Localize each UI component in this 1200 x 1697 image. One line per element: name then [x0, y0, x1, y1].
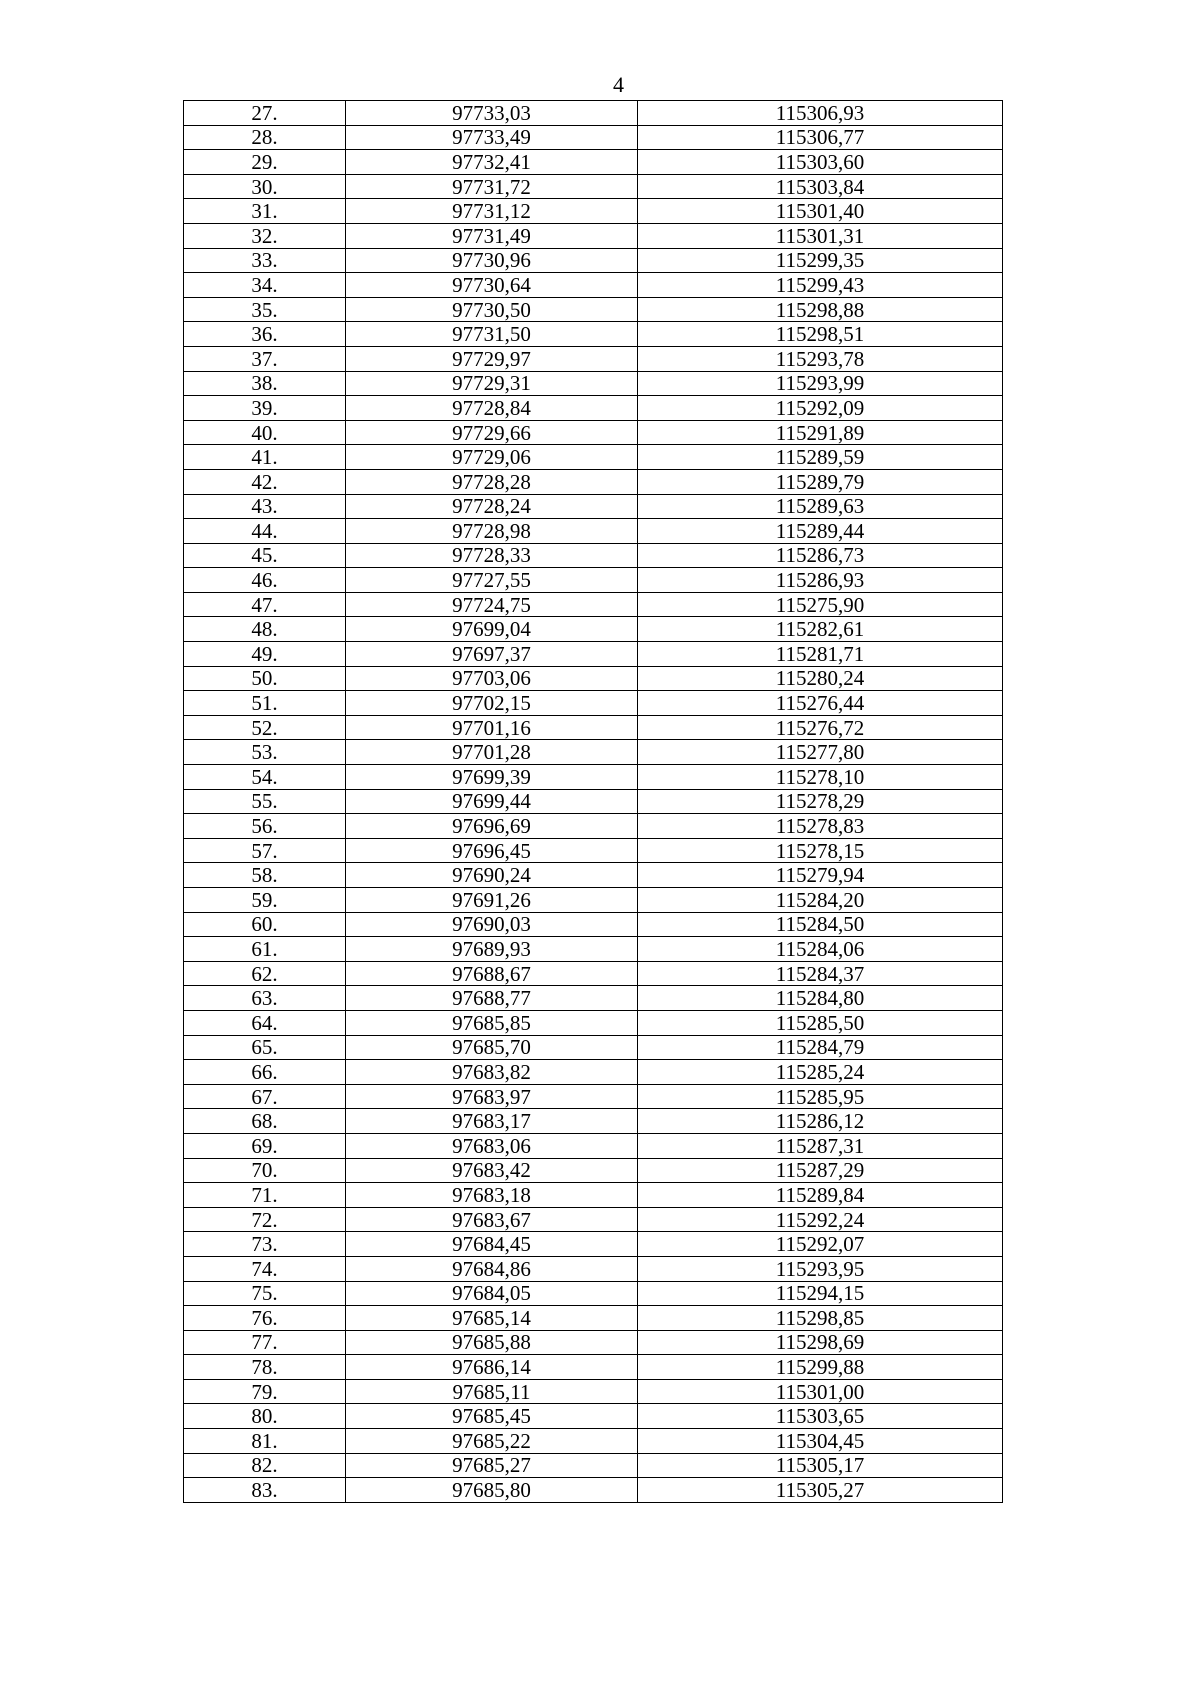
table-row — [184, 273, 1003, 298]
x-coordinate-cell: 97688,77 — [346, 986, 638, 1011]
table-row — [184, 838, 1003, 863]
y-coordinate-cell: 115293,78 — [638, 346, 1003, 371]
point-number-cell: 53. — [184, 740, 346, 765]
point-number-cell: 73. — [184, 1232, 346, 1257]
x-coordinate-cell: 97732,41 — [346, 150, 638, 175]
table-row — [184, 371, 1003, 396]
point-number-cell: 48. — [184, 617, 346, 642]
point-number-cell: 52. — [184, 715, 346, 740]
y-coordinate-cell: 115292,24 — [638, 1207, 1003, 1232]
point-number-cell: 51. — [184, 691, 346, 716]
point-number-cell: 33. — [184, 248, 346, 273]
table-row — [184, 617, 1003, 642]
point-number-cell: 30. — [184, 174, 346, 199]
table-row — [184, 1453, 1003, 1478]
table-row — [184, 715, 1003, 740]
point-number-cell: 28. — [184, 125, 346, 150]
x-coordinate-cell: 97702,15 — [346, 691, 638, 716]
point-number-cell: 57. — [184, 838, 346, 863]
y-coordinate-cell: 115304,45 — [638, 1429, 1003, 1454]
point-number-cell: 69. — [184, 1133, 346, 1158]
x-coordinate-cell: 97683,67 — [346, 1207, 638, 1232]
y-coordinate-cell: 115298,69 — [638, 1330, 1003, 1355]
x-coordinate-cell: 97683,82 — [346, 1060, 638, 1085]
point-number-cell: 44. — [184, 519, 346, 544]
x-coordinate-cell: 97728,24 — [346, 494, 638, 519]
y-coordinate-cell: 115285,95 — [638, 1084, 1003, 1109]
point-number-cell: 77. — [184, 1330, 346, 1355]
y-coordinate-cell: 115277,80 — [638, 740, 1003, 765]
point-number-cell: 60. — [184, 912, 346, 937]
y-coordinate-cell: 115301,31 — [638, 223, 1003, 248]
table-row — [184, 297, 1003, 322]
point-number-cell: 59. — [184, 888, 346, 913]
x-coordinate-cell: 97731,50 — [346, 322, 638, 347]
x-coordinate-cell: 97684,86 — [346, 1256, 638, 1281]
x-coordinate-cell: 97728,98 — [346, 519, 638, 544]
table-row — [184, 469, 1003, 494]
x-coordinate-cell: 97691,26 — [346, 888, 638, 913]
point-number-cell: 71. — [184, 1183, 346, 1208]
table-row — [184, 1379, 1003, 1404]
point-number-cell: 40. — [184, 420, 346, 445]
x-coordinate-cell: 97731,12 — [346, 199, 638, 224]
point-number-cell: 46. — [184, 568, 346, 593]
table-row — [184, 1158, 1003, 1183]
x-coordinate-cell: 97699,44 — [346, 789, 638, 814]
table-row — [184, 1232, 1003, 1257]
table-row — [184, 1109, 1003, 1134]
table-row — [184, 150, 1003, 175]
y-coordinate-cell: 115291,89 — [638, 420, 1003, 445]
y-coordinate-cell: 115284,37 — [638, 961, 1003, 986]
table-row — [184, 888, 1003, 913]
table-row — [184, 789, 1003, 814]
table-row — [184, 223, 1003, 248]
table-row — [184, 691, 1003, 716]
x-coordinate-cell: 97683,18 — [346, 1183, 638, 1208]
y-coordinate-cell: 115289,84 — [638, 1183, 1003, 1208]
x-coordinate-cell: 97729,06 — [346, 445, 638, 470]
table-row — [184, 666, 1003, 691]
x-coordinate-cell: 97729,97 — [346, 346, 638, 371]
x-coordinate-cell: 97728,84 — [346, 396, 638, 421]
table-row — [184, 322, 1003, 347]
point-number-cell: 70. — [184, 1158, 346, 1183]
x-coordinate-cell: 97690,24 — [346, 863, 638, 888]
point-number-cell: 41. — [184, 445, 346, 470]
table-row — [184, 1133, 1003, 1158]
x-coordinate-cell: 97699,39 — [346, 765, 638, 790]
y-coordinate-cell: 115299,43 — [638, 273, 1003, 298]
x-coordinate-cell: 97730,64 — [346, 273, 638, 298]
point-number-cell: 27. — [184, 101, 346, 126]
y-coordinate-cell: 115305,27 — [638, 1478, 1003, 1503]
point-number-cell: 78. — [184, 1355, 346, 1380]
y-coordinate-cell: 115306,77 — [638, 125, 1003, 150]
x-coordinate-cell: 97685,45 — [346, 1404, 638, 1429]
point-number-cell: 47. — [184, 592, 346, 617]
point-number-cell: 65. — [184, 1035, 346, 1060]
point-number-cell: 68. — [184, 1109, 346, 1134]
table-row — [184, 592, 1003, 617]
x-coordinate-cell: 97685,27 — [346, 1453, 638, 1478]
y-coordinate-cell: 115286,93 — [638, 568, 1003, 593]
point-number-cell: 75. — [184, 1281, 346, 1306]
y-coordinate-cell: 115305,17 — [638, 1453, 1003, 1478]
point-number-cell: 56. — [184, 814, 346, 839]
table-row — [184, 1330, 1003, 1355]
x-coordinate-cell: 97689,93 — [346, 937, 638, 962]
y-coordinate-cell: 115286,73 — [638, 543, 1003, 568]
point-number-cell: 49. — [184, 642, 346, 667]
y-coordinate-cell: 115289,79 — [638, 469, 1003, 494]
y-coordinate-cell: 115278,15 — [638, 838, 1003, 863]
x-coordinate-cell: 97701,16 — [346, 715, 638, 740]
y-coordinate-cell: 115284,80 — [638, 986, 1003, 1011]
x-coordinate-cell: 97699,04 — [346, 617, 638, 642]
table-row — [184, 568, 1003, 593]
table-row — [184, 1281, 1003, 1306]
point-number-cell: 42. — [184, 469, 346, 494]
y-coordinate-cell: 115293,95 — [638, 1256, 1003, 1281]
y-coordinate-cell: 115298,85 — [638, 1306, 1003, 1331]
point-number-cell: 76. — [184, 1306, 346, 1331]
point-number-cell: 35. — [184, 297, 346, 322]
table-row — [184, 1060, 1003, 1085]
coordinates-table-body — [184, 101, 1003, 1503]
y-coordinate-cell: 115284,20 — [638, 888, 1003, 913]
y-coordinate-cell: 115306,93 — [638, 101, 1003, 126]
point-number-cell: 34. — [184, 273, 346, 298]
point-number-cell: 66. — [184, 1060, 346, 1085]
x-coordinate-cell: 97701,28 — [346, 740, 638, 765]
x-coordinate-cell: 97731,49 — [346, 223, 638, 248]
point-number-cell: 37. — [184, 346, 346, 371]
table-row — [184, 420, 1003, 445]
table-row — [184, 174, 1003, 199]
point-number-cell: 80. — [184, 1404, 346, 1429]
x-coordinate-cell: 97686,14 — [346, 1355, 638, 1380]
point-number-cell: 83. — [184, 1478, 346, 1503]
x-coordinate-cell: 97690,03 — [346, 912, 638, 937]
y-coordinate-cell: 115289,63 — [638, 494, 1003, 519]
x-coordinate-cell: 97724,75 — [346, 592, 638, 617]
x-coordinate-cell: 97683,17 — [346, 1109, 638, 1134]
x-coordinate-cell: 97684,45 — [346, 1232, 638, 1257]
y-coordinate-cell: 115303,84 — [638, 174, 1003, 199]
y-coordinate-cell: 115301,40 — [638, 199, 1003, 224]
y-coordinate-cell: 115284,79 — [638, 1035, 1003, 1060]
point-number-cell: 54. — [184, 765, 346, 790]
y-coordinate-cell: 115298,51 — [638, 322, 1003, 347]
x-coordinate-cell: 97727,55 — [346, 568, 638, 593]
x-coordinate-cell: 97685,11 — [346, 1379, 638, 1404]
table-row — [184, 1010, 1003, 1035]
y-coordinate-cell: 115280,24 — [638, 666, 1003, 691]
table-row — [184, 863, 1003, 888]
point-number-cell: 62. — [184, 961, 346, 986]
table-row — [184, 1404, 1003, 1429]
point-number-cell: 81. — [184, 1429, 346, 1454]
y-coordinate-cell: 115292,07 — [638, 1232, 1003, 1257]
table-row — [184, 101, 1003, 126]
x-coordinate-cell: 97729,31 — [346, 371, 638, 396]
y-coordinate-cell: 115294,15 — [638, 1281, 1003, 1306]
point-number-cell: 32. — [184, 223, 346, 248]
y-coordinate-cell: 115287,31 — [638, 1133, 1003, 1158]
point-number-cell: 29. — [184, 150, 346, 175]
table-row — [184, 248, 1003, 273]
point-number-cell: 64. — [184, 1010, 346, 1035]
x-coordinate-cell: 97685,80 — [346, 1478, 638, 1503]
table-row — [184, 543, 1003, 568]
y-coordinate-cell: 115282,61 — [638, 617, 1003, 642]
y-coordinate-cell: 115278,83 — [638, 814, 1003, 839]
table-row — [184, 199, 1003, 224]
point-number-cell: 63. — [184, 986, 346, 1011]
table-row — [184, 1183, 1003, 1208]
x-coordinate-cell: 97685,14 — [346, 1306, 638, 1331]
y-coordinate-cell: 115299,88 — [638, 1355, 1003, 1380]
x-coordinate-cell: 97685,85 — [346, 1010, 638, 1035]
table-row — [184, 519, 1003, 544]
y-coordinate-cell: 115278,10 — [638, 765, 1003, 790]
page-number: 4 — [613, 72, 624, 97]
table-row — [184, 1256, 1003, 1281]
y-coordinate-cell: 115279,94 — [638, 863, 1003, 888]
point-number-cell: 45. — [184, 543, 346, 568]
x-coordinate-cell: 97683,97 — [346, 1084, 638, 1109]
y-coordinate-cell: 115278,29 — [638, 789, 1003, 814]
point-number-cell: 39. — [184, 396, 346, 421]
point-number-cell: 82. — [184, 1453, 346, 1478]
point-number-cell: 55. — [184, 789, 346, 814]
y-coordinate-cell: 115284,06 — [638, 937, 1003, 962]
point-number-cell: 72. — [184, 1207, 346, 1232]
x-coordinate-cell: 97728,33 — [346, 543, 638, 568]
x-coordinate-cell: 97685,22 — [346, 1429, 638, 1454]
point-number-cell: 74. — [184, 1256, 346, 1281]
y-coordinate-cell: 115289,59 — [638, 445, 1003, 470]
y-coordinate-cell: 115281,71 — [638, 642, 1003, 667]
x-coordinate-cell: 97683,06 — [346, 1133, 638, 1158]
x-coordinate-cell: 97684,05 — [346, 1281, 638, 1306]
x-coordinate-cell: 97703,06 — [346, 666, 638, 691]
table-row — [184, 1084, 1003, 1109]
x-coordinate-cell: 97730,50 — [346, 297, 638, 322]
table-row — [184, 346, 1003, 371]
table-row — [184, 765, 1003, 790]
y-coordinate-cell: 115276,72 — [638, 715, 1003, 740]
y-coordinate-cell: 115285,24 — [638, 1060, 1003, 1085]
y-coordinate-cell: 115292,09 — [638, 396, 1003, 421]
y-coordinate-cell: 115298,88 — [638, 297, 1003, 322]
coordinates-table — [183, 100, 1003, 1503]
y-coordinate-cell: 115284,50 — [638, 912, 1003, 937]
x-coordinate-cell: 97688,67 — [346, 961, 638, 986]
x-coordinate-cell: 97733,49 — [346, 125, 638, 150]
point-number-cell: 31. — [184, 199, 346, 224]
table-row — [184, 1035, 1003, 1060]
y-coordinate-cell: 115303,60 — [638, 150, 1003, 175]
point-number-cell: 61. — [184, 937, 346, 962]
x-coordinate-cell: 97685,70 — [346, 1035, 638, 1060]
y-coordinate-cell: 115289,44 — [638, 519, 1003, 544]
table-row — [184, 642, 1003, 667]
y-coordinate-cell: 115301,00 — [638, 1379, 1003, 1404]
table-row — [184, 814, 1003, 839]
table-row — [184, 445, 1003, 470]
x-coordinate-cell: 97731,72 — [346, 174, 638, 199]
x-coordinate-cell: 97730,96 — [346, 248, 638, 273]
y-coordinate-cell: 115287,29 — [638, 1158, 1003, 1183]
y-coordinate-cell: 115286,12 — [638, 1109, 1003, 1134]
x-coordinate-cell: 97733,03 — [346, 101, 638, 126]
point-number-cell: 38. — [184, 371, 346, 396]
point-number-cell: 50. — [184, 666, 346, 691]
table-row — [184, 961, 1003, 986]
y-coordinate-cell: 115293,99 — [638, 371, 1003, 396]
table-row — [184, 1207, 1003, 1232]
table-row — [184, 125, 1003, 150]
y-coordinate-cell: 115276,44 — [638, 691, 1003, 716]
table-row — [184, 1306, 1003, 1331]
point-number-cell: 36. — [184, 322, 346, 347]
table-row — [184, 986, 1003, 1011]
table-row — [184, 1478, 1003, 1503]
table-row — [184, 937, 1003, 962]
point-number-cell: 67. — [184, 1084, 346, 1109]
y-coordinate-cell: 115303,65 — [638, 1404, 1003, 1429]
table-row — [184, 1429, 1003, 1454]
table-row — [184, 494, 1003, 519]
x-coordinate-cell: 97728,28 — [346, 469, 638, 494]
x-coordinate-cell: 97696,45 — [346, 838, 638, 863]
y-coordinate-cell: 115299,35 — [638, 248, 1003, 273]
x-coordinate-cell: 97696,69 — [346, 814, 638, 839]
table-row — [184, 912, 1003, 937]
y-coordinate-cell: 115275,90 — [638, 592, 1003, 617]
x-coordinate-cell: 97729,66 — [346, 420, 638, 445]
point-number-cell: 79. — [184, 1379, 346, 1404]
y-coordinate-cell: 115285,50 — [638, 1010, 1003, 1035]
x-coordinate-cell: 97683,42 — [346, 1158, 638, 1183]
x-coordinate-cell: 97685,88 — [346, 1330, 638, 1355]
x-coordinate-cell: 97697,37 — [346, 642, 638, 667]
table-row — [184, 396, 1003, 421]
table-row — [184, 1355, 1003, 1380]
table-row — [184, 740, 1003, 765]
point-number-cell: 58. — [184, 863, 346, 888]
point-number-cell: 43. — [184, 494, 346, 519]
